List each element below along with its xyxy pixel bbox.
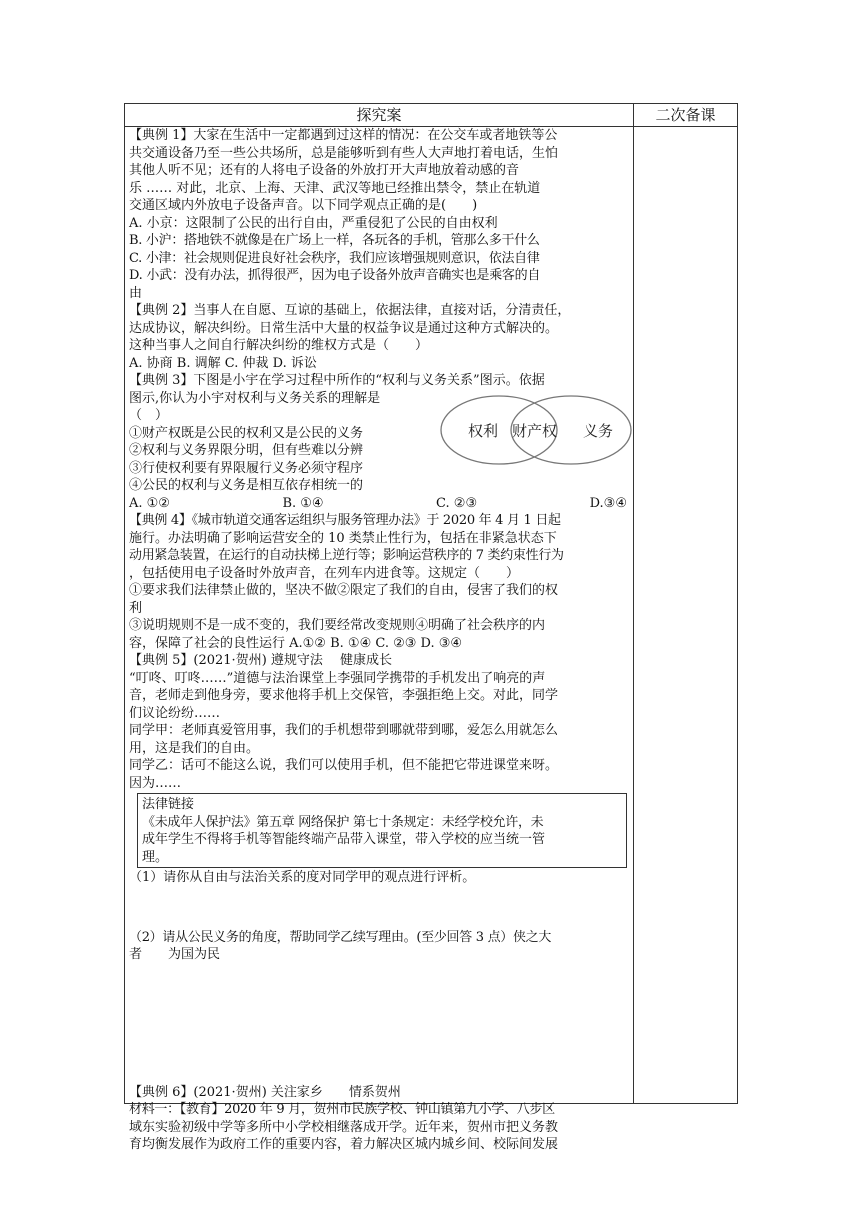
ex2-line: 【典例 2】当事人在自愿、互谅的基础上，依据法律，直接对话，分清责任，: [129, 303, 571, 318]
ex1-option: B. 小沪：搭地铁不就像是在广场上一样，各玩各的手机，管那么多干什么: [129, 233, 540, 248]
ex3-answer: D.③④: [589, 495, 627, 511]
ex3-answers: [129, 495, 631, 513]
ex5-line: 音，老师走到他身旁，要求他将手机上交保管，李强拒绝上交。对此，同学: [129, 688, 559, 703]
ex4-line: 容，保障了社会的良性运行 A.①② B. ①④ C. ②③ D. ③④: [129, 635, 463, 651]
venn-label-right: 义务: [583, 422, 614, 440]
ex1-option: A. 小京：这限制了公民的出行自由，严重侵犯了公民的自由权利: [129, 215, 498, 231]
ex5-question-2: （2）请从公民义务的角度，帮助同学乙续写理由。(至少回答 3 点）侠之大: [129, 929, 552, 945]
ex4-line: 动用紧急装置，在运行的自动扶梯上逆行等；影响运营秩序的 7 类约束性行为: [129, 548, 564, 563]
ex3-line: ④公民的权利与义务是相互依存相统一的: [129, 478, 364, 493]
venn-label-left: 权利: [468, 422, 499, 440]
ex5-line: “叮咚、叮咚……”道德与法治课堂上李强同学携带的手机发出了响亮的声: [129, 670, 546, 686]
ex2-line: 达成协议，解决纠纷。日常生活中大量的权益争议是通过这种方式解决的。: [129, 320, 559, 336]
ex4-line: 【典例 4】《城市轨道交通客运组织与服务管理办法》于 2020 年 4 月 1 日起: [129, 513, 561, 528]
ex3-line: ②权利与义务界限分明，但有些难以分辨: [129, 443, 364, 458]
ex6-line: 域东实验初级中学等多所中小学校相继落成开学。近年来，贺州市把义务教: [129, 1119, 559, 1135]
ex1-line: 乐 …… 对此，北京、上海、天津、武汉等地已经推出禁令，禁止在轨道: [129, 180, 541, 196]
ex3-line: （ ）: [129, 408, 169, 423]
ex1-option: 由: [129, 285, 143, 301]
rights-duties-venn-diagram: [438, 390, 638, 470]
ex4-line: 施行。办法明确了影响运营安全的 10 类禁止性行为，包括在非紧急状态下: [129, 530, 557, 546]
ex5-line: 们议论纷纷……: [129, 705, 221, 721]
ex3-answer: B. ①④: [282, 495, 324, 511]
ex3-line: 图示,你认为小宇对权利与义务关系的理解是: [129, 390, 381, 406]
answer-space: [129, 964, 631, 1084]
example-5: [129, 652, 631, 1084]
ex3-line: ③行使权利要有界限履行义务必须守程序: [129, 460, 364, 476]
ex5-line: 用，这是我们的自由。: [129, 740, 260, 756]
ex1-option: D. 小武：没有办法，抓得很严，因为电子设备外放声音确实也是乘客的自: [129, 268, 541, 283]
venn-label-middle: 财产权: [512, 422, 558, 440]
ex6-line: 【典例 6】(2021·贺州) 关注家乡 情系贺州: [129, 1084, 401, 1100]
ex3-answer: A. ①②: [129, 495, 170, 511]
header-inquiry: 探究案: [356, 106, 402, 124]
legal-link-line: 成年学生不得将手机等智能终端产品带入课堂，带入学校的应当统一管: [142, 832, 546, 847]
legal-link-box: [137, 793, 627, 868]
ex2-line: A. 协商 B. 调解 C. 仲裁 D. 诉讼: [129, 355, 317, 371]
legal-link-line: 理。: [142, 849, 169, 865]
ex1-line: 其他人听不见；还有的人将电子设备的外放打开大声地放着动感的音: [129, 163, 520, 178]
example-4: [129, 512, 631, 652]
ex3-line: ①财产权既是公民的权利又是公民的义务: [129, 425, 364, 441]
ex5-line: 同学乙：话可不能这么说，我们可以使用手机，但不能把它带进课堂来呀。: [129, 758, 559, 773]
ex1-line: 交通区域内外放电子设备声音。以下同学观点正确的是( ): [129, 198, 478, 213]
inquiry-content: [129, 127, 631, 1154]
ex1-option: C. 小津：社会规则促进良好社会秩序，我们应该增强规则意识，依法自律: [129, 250, 540, 266]
ex5-line: 【典例 5】(2021·贺州) 遵规守法 健康成长: [129, 653, 393, 668]
ex4-line: ，包括使用电子设备时外放声音，在列车内进食等。这规定（ ）: [129, 565, 520, 581]
ex5-question-1: （1）请你从自由与法治关系的度对同学甲的观点进行评析。: [129, 870, 476, 885]
ex4-line: 利: [129, 600, 143, 616]
ex4-line: ①要求我们法律禁止做的，坚决不做②限定了我们的自由，侵害了我们的权: [129, 583, 559, 598]
column-divider: [633, 104, 634, 1103]
example-6: [129, 1084, 631, 1154]
legal-link-line: 《未成年人保护法》第五章 网络保护 第七十条规定：未经学校允许，未: [142, 814, 544, 830]
ex5-question-2: 者 为国为民: [129, 947, 221, 962]
ex2-line: 这种当事人之间自行解决纠纷的维权方式是（ ）: [129, 338, 429, 353]
ex5-line: 因为……: [129, 775, 182, 791]
ex3-line: 【典例 3】下图是小宇在学习过程中所作的“权利与义务关系”图示。依据: [129, 373, 545, 388]
example-1: [129, 127, 631, 302]
ex4-line: ③说明规则不是一成不变的，我们要经常改变规则④明确了社会秩序的内: [129, 618, 546, 633]
ex6-line: 材料一：【教育】2020 年 9 月，贺州市民族学校、钟山镇第九小学、八步区: [129, 1102, 555, 1117]
ex3-answer: C. ②③: [436, 495, 478, 511]
ex1-line: 【典例 1】大家在生活中一定都遇到过这样的情况：在公交车或者地铁等公: [129, 128, 558, 143]
ex6-line: 育均衡发展作为政府工作的重要内容，着力解决区城内城乡间、校际间发展: [129, 1137, 559, 1152]
header-second-prep: 二次备课: [655, 106, 716, 124]
legal-link-title: 法律链接: [142, 797, 195, 812]
example-2: [129, 302, 631, 372]
answer-space: [129, 887, 631, 929]
ex5-line: 同学甲：老师真爱管用事，我们的手机想带到哪就带到哪，爱怎么用就怎么: [129, 723, 559, 738]
ex1-line: 共交通设备乃至一些公共场所，总是能够听到有些人大声地打着电话，生怕: [129, 145, 559, 161]
